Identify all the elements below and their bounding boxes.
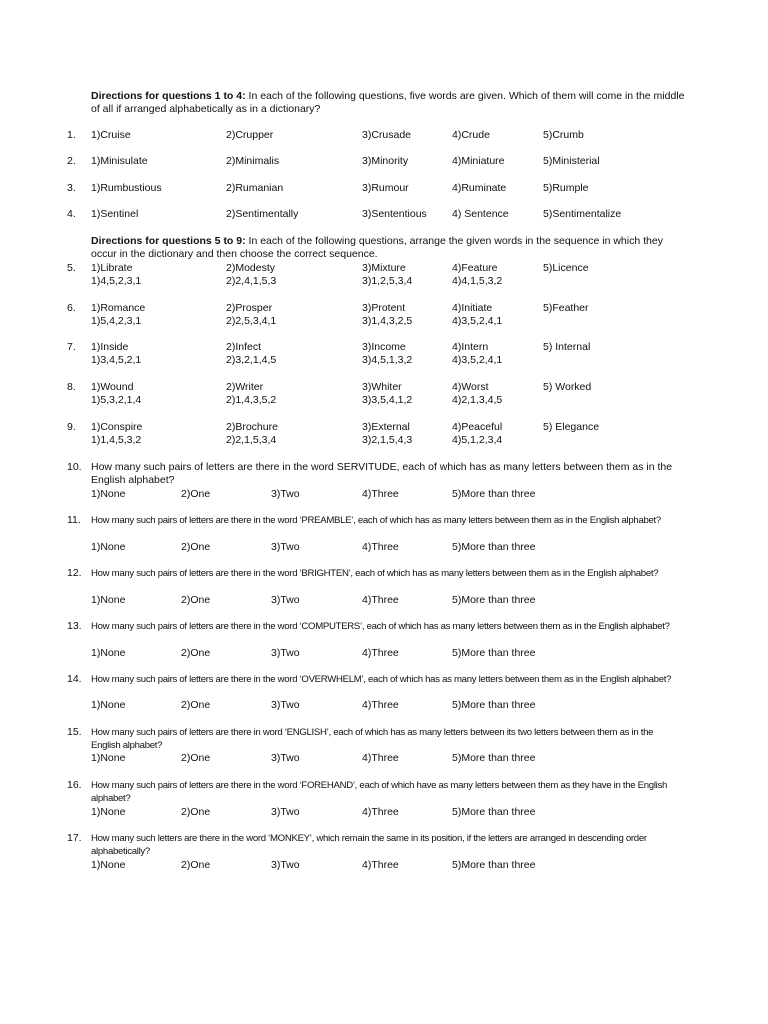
question-number: 7.	[67, 341, 76, 353]
answer-option: 2)One	[181, 594, 211, 606]
option: 5)Rumple	[543, 182, 589, 194]
answer-option: 4)Three	[362, 647, 399, 659]
option: 2)Rumanian	[226, 182, 284, 194]
answer-option: 2)One	[181, 699, 211, 711]
word: 1)Inside	[91, 341, 129, 353]
answer-option: 2)One	[181, 647, 211, 659]
word: 4)Initiate	[452, 302, 493, 314]
word: 3)Income	[362, 341, 406, 353]
answer-option: 1)None	[91, 594, 126, 606]
answer-option: 4)Three	[362, 488, 399, 500]
question-number: 11.	[67, 514, 81, 526]
word: 4)Worst	[452, 381, 489, 393]
answer-option: 5)More than three	[452, 752, 536, 764]
answer-option: 2)One	[181, 541, 211, 553]
question-text: How many such pairs of letters are there in the word SERVITUDE, each of which has as many letters between them as in the English alphabet?	[91, 461, 673, 486]
answer-option: 3)Two	[271, 541, 300, 553]
option: 4)Crude	[452, 129, 490, 141]
answer-option: 1)None	[91, 806, 126, 818]
option: 3)Minority	[362, 155, 409, 167]
word: 5)Licence	[543, 262, 589, 274]
answer-option: 5)More than three	[452, 699, 536, 711]
word: 2)Writer	[226, 381, 264, 393]
question-text: How many such pairs of letters are there in the word ‘PREAMBLE’, each of which has as many letters between them as in the English alphabet?	[91, 515, 661, 526]
word: 1)Librate	[91, 262, 133, 274]
question-number: 14.	[67, 673, 82, 685]
answer-option: 1)None	[91, 699, 126, 711]
option: 1)Minisulate	[91, 155, 148, 167]
question-text: How many such pairs of letters are there in the word ‘OVERWHELM’, each of which has as many letters between them as in the English alphabet?	[91, 674, 672, 685]
answer-option: 2)1,4,3,5,2	[226, 394, 277, 406]
question-number: 5.	[67, 262, 76, 274]
answer-option: 4)Three	[362, 752, 399, 764]
answer-option: 3)4,5,1,3,2	[362, 354, 413, 366]
answer-option: 4)3,5,2,4,1	[452, 315, 503, 327]
answer-option: 1)5,3,2,1,4	[91, 394, 142, 406]
word: 3)Whiter	[362, 381, 402, 393]
answer-option: 2)3,2,1,4,5	[226, 354, 277, 366]
question-number: 9.	[67, 421, 76, 433]
answer-option: 1)1,4,5,3,2	[91, 434, 142, 446]
answer-option: 5)More than three	[452, 806, 536, 818]
question-number: 15.	[67, 726, 82, 738]
answer-option: 2)One	[181, 488, 211, 500]
question-number: 8.	[67, 381, 76, 393]
answer-option: 1)None	[91, 488, 126, 500]
word: 4)Feature	[452, 262, 498, 274]
answer-option: 3)1,4,3,2,5	[362, 315, 413, 327]
question-number: 13.	[67, 620, 82, 632]
answer-option: 1)4,5,2,3,1	[91, 275, 142, 287]
word: 5) Worked	[543, 381, 592, 393]
question-text: How many such pairs of letters are there in word ‘ENGLISH’, each of which has as many letters between its two letters between them as in the English alphabet?	[91, 727, 654, 751]
question-text: How many such letters are there in the word ‘MONKEY’, which remain the same in its position, if the letters are arranged in descending order alphabetically?	[91, 833, 647, 857]
word: 5) Elegance	[543, 421, 600, 433]
answer-option: 3)Two	[271, 859, 300, 871]
option: 4)Miniature	[452, 155, 505, 167]
option: 5)Sentimentalize	[543, 208, 622, 220]
answer-option: 4)2,1,3,4,5	[452, 394, 503, 406]
word: 5)Feather	[543, 302, 589, 314]
word: 3)External	[362, 421, 410, 433]
question-number: 4.	[67, 208, 76, 220]
question-number: 2.	[67, 155, 76, 167]
word: 1)Wound	[91, 381, 134, 393]
answer-option: 5)More than three	[452, 541, 536, 553]
word: 3)Protent	[362, 302, 406, 314]
answer-option: 3)Two	[271, 806, 300, 818]
answer-option: 1)None	[91, 647, 126, 659]
directions-5-9-text: In each of the following questions, arrange the given words in the sequence in which they occur in the dictionary and then choose the correct sequence.	[91, 235, 663, 260]
answer-option: 3)Two	[271, 488, 300, 500]
answer-option: 2)One	[181, 806, 211, 818]
question-number: 1.	[67, 129, 76, 141]
option: 2)Crupper	[226, 129, 274, 141]
answer-option: 2)One	[181, 859, 211, 871]
option: 1)Cruise	[91, 129, 131, 141]
answer-option: 1)5,4,2,3,1	[91, 315, 142, 327]
answer-option: 5)More than three	[452, 859, 536, 871]
word: 2)Modesty	[226, 262, 276, 274]
directions-1-4-text: In each of the following questions, five words are given. Which of them will come in the middle of all if arranged alphabetically as in a dictionary?	[91, 90, 685, 115]
question-text: How many such pairs of letters are there in the word ‘FOREHAND’, each of which have as many letters between them as they have in the English alphabet?	[91, 780, 668, 804]
answer-option: 2)2,4,1,5,3	[226, 275, 277, 287]
word: 1)Romance	[91, 302, 146, 314]
answer-option: 4)Three	[362, 806, 399, 818]
directions-1-4	[91, 90, 691, 116]
question-number: 6.	[67, 302, 76, 314]
answer-option: 3)Two	[271, 647, 300, 659]
answer-option: 3)Two	[271, 752, 300, 764]
question-text: How many such pairs of letters are there in the word ‘BRIGHTEN’, each of which has as many letters between them as in the English alphabet?	[91, 568, 659, 579]
question-number: 10.	[67, 461, 82, 473]
question-number: 17.	[67, 832, 82, 844]
question-number: 16.	[67, 779, 82, 791]
word: 2)Infect	[226, 341, 262, 353]
question-number: 3.	[67, 182, 76, 194]
answer-option: 1)None	[91, 859, 126, 871]
answer-option: 2)2,5,3,4,1	[226, 315, 277, 327]
answer-option: 1)None	[91, 541, 126, 553]
answer-option: 1)None	[91, 752, 126, 764]
word: 4)Peaceful	[452, 421, 503, 433]
answer-option: 4)Three	[362, 541, 399, 553]
word: 2)Prosper	[226, 302, 273, 314]
option: 2)Sentimentally	[226, 208, 299, 220]
answer-option: 4)Three	[362, 859, 399, 871]
answer-option: 4)3,5,2,4,1	[452, 354, 503, 366]
option: 1)Rumbustious	[91, 182, 162, 194]
answer-option: 1)3,4,5,2,1	[91, 354, 142, 366]
option: 3)Sententious	[362, 208, 427, 220]
answer-option: 3)Two	[271, 699, 300, 711]
directions-1-4-heading: Directions for questions 1 to 4:	[91, 90, 246, 102]
answer-option: 4)5,1,2,3,4	[452, 434, 503, 446]
question-text: How many such pairs of letters are there in the word ‘COMPUTERS’, each of which has as many letters between them as in the English alphabet?	[91, 621, 670, 632]
option: 4)Ruminate	[452, 182, 507, 194]
word: 5) Internal	[543, 341, 591, 353]
answer-option: 4)Three	[362, 594, 399, 606]
word: 4)Intern	[452, 341, 489, 353]
answer-option: 5)More than three	[452, 647, 536, 659]
option: 4) Sentence	[452, 208, 509, 220]
answer-option: 5)More than three	[452, 594, 536, 606]
answer-option: 2)One	[181, 752, 211, 764]
option: 2)Minimalis	[226, 155, 280, 167]
answer-option: 5)More than three	[452, 488, 536, 500]
option: 3)Crusade	[362, 129, 412, 141]
answer-option: 4)Three	[362, 699, 399, 711]
option: 1)Sentinel	[91, 208, 139, 220]
option: 5)Ministerial	[543, 155, 600, 167]
option: 5)Crumb	[543, 129, 584, 141]
word: 2)Brochure	[226, 421, 278, 433]
word: 3)Mixture	[362, 262, 406, 274]
answer-option: 4)4,1,5,3,2	[452, 275, 503, 287]
answer-option: 3)1,2,5,3,4	[362, 275, 413, 287]
option: 3)Rumour	[362, 182, 409, 194]
question-number: 12.	[67, 567, 82, 579]
word: 1)Conspire	[91, 421, 143, 433]
answer-option: 3)2,1,5,4,3	[362, 434, 413, 446]
answer-option: 3)Two	[271, 594, 300, 606]
answer-option: 3)3,5,4,1,2	[362, 394, 413, 406]
directions-5-9	[91, 235, 691, 261]
answer-option: 2)2,1,5,3,4	[226, 434, 277, 446]
directions-5-9-heading: Directions for questions 5 to 9:	[91, 235, 246, 247]
